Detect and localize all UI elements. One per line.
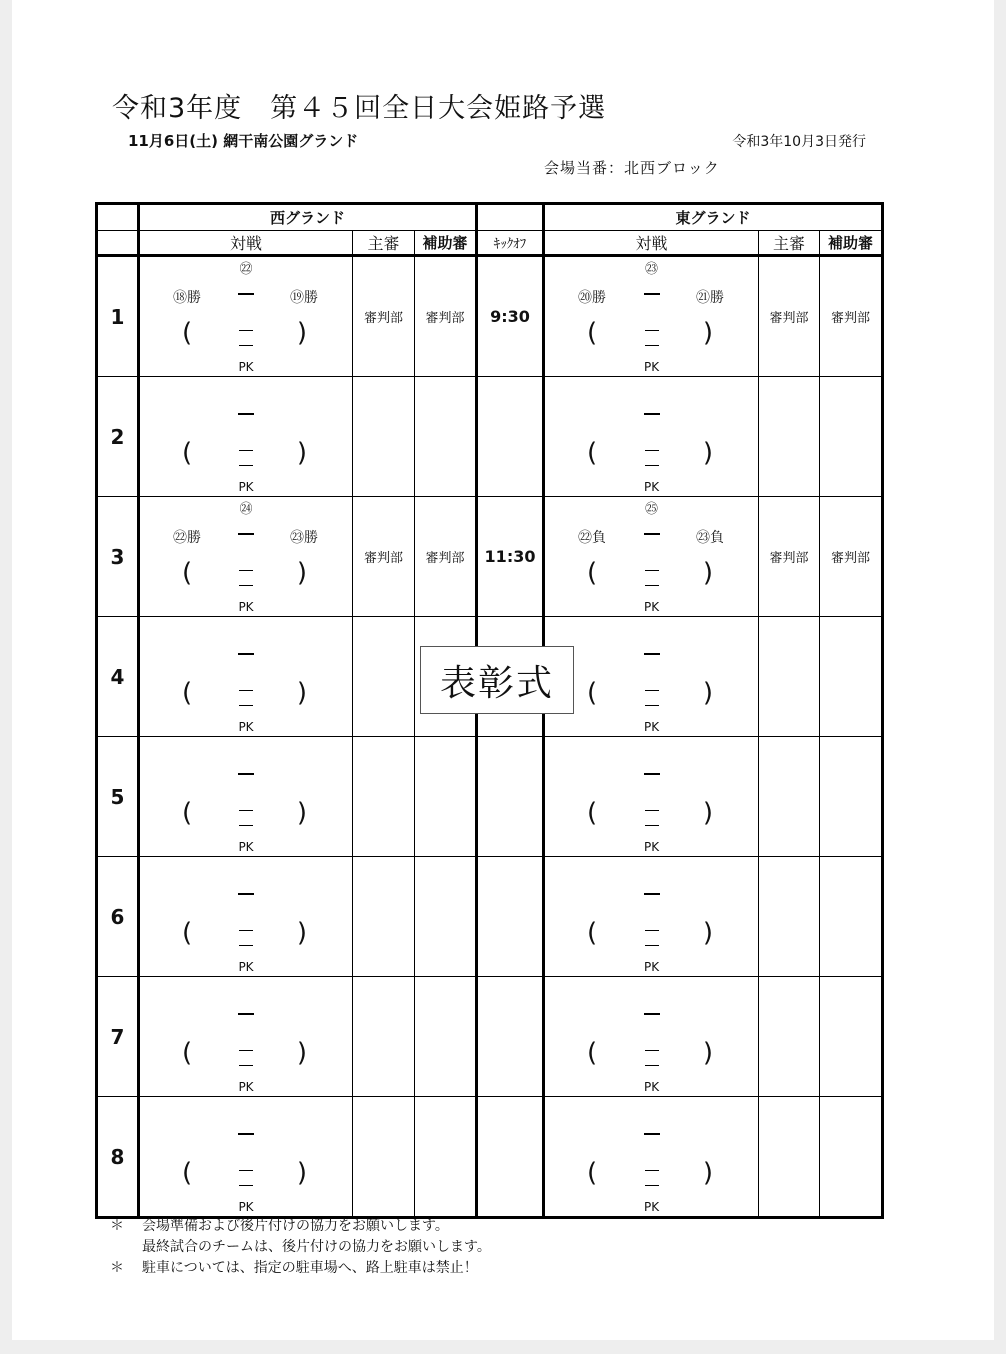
pk-label: PK — [643, 480, 660, 494]
versus-dash — [644, 533, 660, 535]
pk-line-bottom — [645, 585, 659, 586]
versus-dash — [238, 413, 254, 415]
paren-right: ) — [296, 678, 307, 708]
east-assistant: 審判部 — [820, 497, 883, 617]
west-match-cell — [139, 977, 353, 1097]
east-referee — [759, 1097, 820, 1218]
note-2: 最終試合のチームは、後片付けの協力をお願いします。 — [142, 1239, 491, 1255]
east-referee-header: 主審 — [759, 231, 820, 256]
paren-right: ) — [702, 798, 714, 828]
paren-left: ( — [587, 558, 598, 588]
west-match-cell — [139, 497, 353, 617]
paren-right: ) — [702, 1158, 714, 1188]
match-number: ㉕ — [645, 502, 659, 517]
blank-header-cell — [477, 204, 544, 231]
team-right: ㉓負 — [696, 530, 725, 546]
pk-line-top — [239, 1050, 253, 1051]
pk-label: PK — [643, 840, 660, 854]
paren-right: ) — [296, 438, 307, 468]
pk-label: PK — [238, 480, 254, 494]
paren-right: ) — [702, 558, 714, 588]
pk-line-top — [239, 1170, 253, 1171]
team-left: ⑳勝 — [578, 290, 607, 306]
schedule-row — [97, 977, 883, 1097]
pk-line-top — [239, 690, 253, 691]
west-match-cell — [139, 1097, 353, 1218]
match-number: ㉓ — [645, 262, 659, 277]
paren-right: ) — [296, 1038, 307, 1068]
pk-line-top — [645, 450, 659, 451]
note-1: ＊ 会場準備および後片付けの協力をお願いします。 — [110, 1216, 491, 1237]
row-number: 1 — [97, 256, 139, 377]
pk-label: PK — [643, 1080, 660, 1094]
pk-line-bottom — [239, 825, 253, 826]
paren-left: ( — [182, 1158, 193, 1188]
schedule-row — [97, 857, 883, 977]
paren-left: ( — [587, 1158, 598, 1188]
pk-line-bottom — [645, 1185, 659, 1186]
versus-dash — [644, 1133, 660, 1135]
paren-right: ) — [702, 318, 714, 348]
pk-line-top — [239, 810, 253, 811]
east-match-cell — [544, 256, 759, 377]
match-number: ㉔ — [239, 502, 253, 517]
east-match-cell — [544, 1097, 759, 1218]
west-match-cell — [139, 377, 353, 497]
date-venue: 11月6日(土) 網干南公園グランド — [128, 132, 359, 150]
team-left: ⑱勝 — [173, 290, 201, 306]
west-referee — [353, 737, 415, 857]
pk-line-top — [645, 1050, 659, 1051]
note-3: ＊ 駐車については、指定の駐車場へ、路上駐車は禁止！ — [110, 1258, 491, 1279]
pk-line-bottom — [239, 705, 253, 706]
versus-dash — [644, 293, 660, 295]
paren-left: ( — [182, 798, 193, 828]
east-assistant — [820, 977, 883, 1097]
west-assistant — [415, 857, 477, 977]
pk-line-top — [645, 810, 659, 811]
paren-left: ( — [182, 678, 193, 708]
kickoff-time — [477, 1097, 544, 1218]
pk-line-top — [645, 1170, 659, 1171]
corner-cell — [97, 204, 139, 231]
versus-dash — [238, 293, 254, 295]
row-number: 3 — [97, 497, 139, 617]
note-bullet: ＊ — [110, 1218, 124, 1234]
west-match-cell — [139, 737, 353, 857]
pk-line-bottom — [239, 1185, 253, 1186]
east-match-header: 対戦 — [544, 231, 759, 256]
paren-left: ( — [587, 798, 598, 828]
paren-right: ) — [702, 1038, 714, 1068]
paren-left: ( — [182, 558, 193, 588]
award-ceremony-label: 表彰式 — [420, 646, 574, 714]
east-match-cell — [544, 377, 759, 497]
paren-left: ( — [587, 1038, 598, 1068]
pk-line-bottom — [645, 465, 659, 466]
row-number: 6 — [97, 857, 139, 977]
east-assistant-header: 補助審 — [820, 231, 883, 256]
versus-dash — [238, 773, 254, 775]
venue-duty: 会場当番：北西ブロック — [544, 159, 720, 177]
east-referee: 審判部 — [759, 256, 820, 377]
east-ground-label: 東グランド — [544, 204, 883, 231]
pk-line-top — [239, 330, 253, 331]
corner-cell — [97, 231, 139, 256]
kickoff-time — [477, 977, 544, 1097]
pk-label: PK — [643, 360, 660, 374]
versus-dash — [644, 773, 660, 775]
versus-dash — [644, 653, 660, 655]
west-assistant: 審判部 — [415, 256, 477, 377]
team-right: ㉓勝 — [290, 530, 318, 546]
versus-dash — [238, 1133, 254, 1135]
west-assistant — [415, 737, 477, 857]
pk-label: PK — [238, 600, 254, 614]
east-assistant — [820, 377, 883, 497]
team-left: ㉒勝 — [173, 530, 201, 546]
match-number: ㉒ — [239, 262, 253, 277]
versus-dash — [644, 1013, 660, 1015]
west-referee — [353, 377, 415, 497]
east-referee — [759, 857, 820, 977]
pk-line-top — [645, 930, 659, 931]
pk-line-top — [645, 570, 659, 571]
pk-line-bottom — [239, 585, 253, 586]
paren-right: ) — [296, 918, 307, 948]
east-match-cell — [544, 857, 759, 977]
versus-dash — [238, 653, 254, 655]
east-referee — [759, 377, 820, 497]
paren-right: ) — [296, 1158, 307, 1188]
pk-label: PK — [643, 600, 660, 614]
schedule-row — [97, 377, 883, 497]
pk-label: PK — [238, 720, 254, 734]
west-assistant — [415, 977, 477, 1097]
pk-line-top — [645, 330, 659, 331]
east-match-cell — [544, 497, 759, 617]
pk-line-bottom — [239, 465, 253, 466]
pk-line-bottom — [239, 1065, 253, 1066]
west-assistant — [415, 377, 477, 497]
east-referee — [759, 737, 820, 857]
versus-dash — [238, 533, 254, 535]
paren-right: ) — [702, 678, 714, 708]
pk-line-bottom — [645, 945, 659, 946]
west-referee — [353, 617, 415, 737]
header-row-columns — [97, 231, 883, 256]
pk-line-bottom — [645, 345, 659, 346]
pk-line-top — [239, 930, 253, 931]
east-match-cell — [544, 617, 759, 737]
header-row-grounds — [97, 204, 883, 231]
schedule-row — [97, 497, 883, 617]
paren-left: ( — [182, 1038, 193, 1068]
page-title: 令和3年度 第４５回全日大会姫路予選 — [112, 93, 607, 124]
team-right: ㉑勝 — [696, 290, 725, 306]
west-referee: 審判部 — [353, 497, 415, 617]
paren-left: ( — [587, 678, 598, 708]
west-assistant — [415, 1097, 477, 1218]
schedule-row — [97, 737, 883, 857]
pk-line-bottom — [239, 945, 253, 946]
paren-left: ( — [587, 438, 598, 468]
pk-label: PK — [643, 1200, 660, 1214]
pk-line-top — [239, 450, 253, 451]
east-match-cell — [544, 977, 759, 1097]
versus-dash — [644, 893, 660, 895]
pk-line-top — [645, 690, 659, 691]
pk-line-bottom — [645, 825, 659, 826]
east-assistant — [820, 737, 883, 857]
east-referee — [759, 617, 820, 737]
kickoff-time — [477, 737, 544, 857]
row-number: 5 — [97, 737, 139, 857]
west-ground-label: 西グランド — [139, 204, 477, 231]
versus-dash — [644, 413, 660, 415]
pk-label: PK — [643, 960, 660, 974]
west-match-cell — [139, 617, 353, 737]
issue-date: 令和3年10月3日発行 — [732, 134, 866, 150]
paren-left: ( — [182, 438, 193, 468]
west-assistant-header: 補助審 — [415, 231, 477, 256]
east-assistant — [820, 617, 883, 737]
paren-right: ) — [296, 558, 307, 588]
paren-left: ( — [182, 318, 193, 348]
west-match-cell — [139, 857, 353, 977]
east-referee: 審判部 — [759, 497, 820, 617]
kickoff-header: ｷｯｸｵﾌ — [477, 231, 544, 256]
pk-line-top — [239, 570, 253, 571]
paren-right: ) — [296, 798, 307, 828]
paren-left: ( — [587, 318, 598, 348]
team-right: ⑲勝 — [290, 290, 318, 306]
kickoff-time: 9:30 — [477, 256, 544, 377]
west-match-cell — [139, 256, 353, 377]
paren-right: ) — [702, 438, 714, 468]
east-assistant — [820, 1097, 883, 1218]
row-number: 2 — [97, 377, 139, 497]
pk-label: PK — [238, 360, 254, 374]
pk-line-bottom — [645, 1065, 659, 1066]
paren-left: ( — [587, 918, 598, 948]
pk-label: PK — [238, 1080, 254, 1094]
paren-right: ) — [296, 318, 307, 348]
west-assistant: 審判部 — [415, 497, 477, 617]
west-referee — [353, 977, 415, 1097]
east-referee — [759, 977, 820, 1097]
west-referee — [353, 1097, 415, 1218]
pk-line-bottom — [239, 345, 253, 346]
paren-right: ) — [702, 918, 714, 948]
pk-label: PK — [643, 720, 660, 734]
schedule-row — [97, 1097, 883, 1218]
pk-line-bottom — [645, 705, 659, 706]
note-bullet: ＊ — [110, 1260, 124, 1276]
west-match-header: 対戦 — [139, 231, 353, 256]
west-referee — [353, 857, 415, 977]
west-referee: 審判部 — [353, 256, 415, 377]
row-number: 8 — [97, 1097, 139, 1218]
east-assistant — [820, 857, 883, 977]
versus-dash — [238, 1013, 254, 1015]
kickoff-time: 11:30 — [477, 497, 544, 617]
pk-label: PK — [238, 1200, 254, 1214]
pk-label: PK — [238, 840, 254, 854]
kickoff-time — [477, 857, 544, 977]
paren-left: ( — [182, 918, 193, 948]
row-number: 4 — [97, 617, 139, 737]
notes — [110, 1216, 491, 1279]
west-referee-header: 主審 — [353, 231, 415, 256]
kickoff-time — [477, 377, 544, 497]
east-assistant: 審判部 — [820, 256, 883, 377]
pk-label: PK — [238, 960, 254, 974]
row-number: 7 — [97, 977, 139, 1097]
east-match-cell — [544, 737, 759, 857]
team-left: ㉒負 — [578, 530, 607, 546]
versus-dash — [238, 893, 254, 895]
schedule-row — [97, 256, 883, 377]
